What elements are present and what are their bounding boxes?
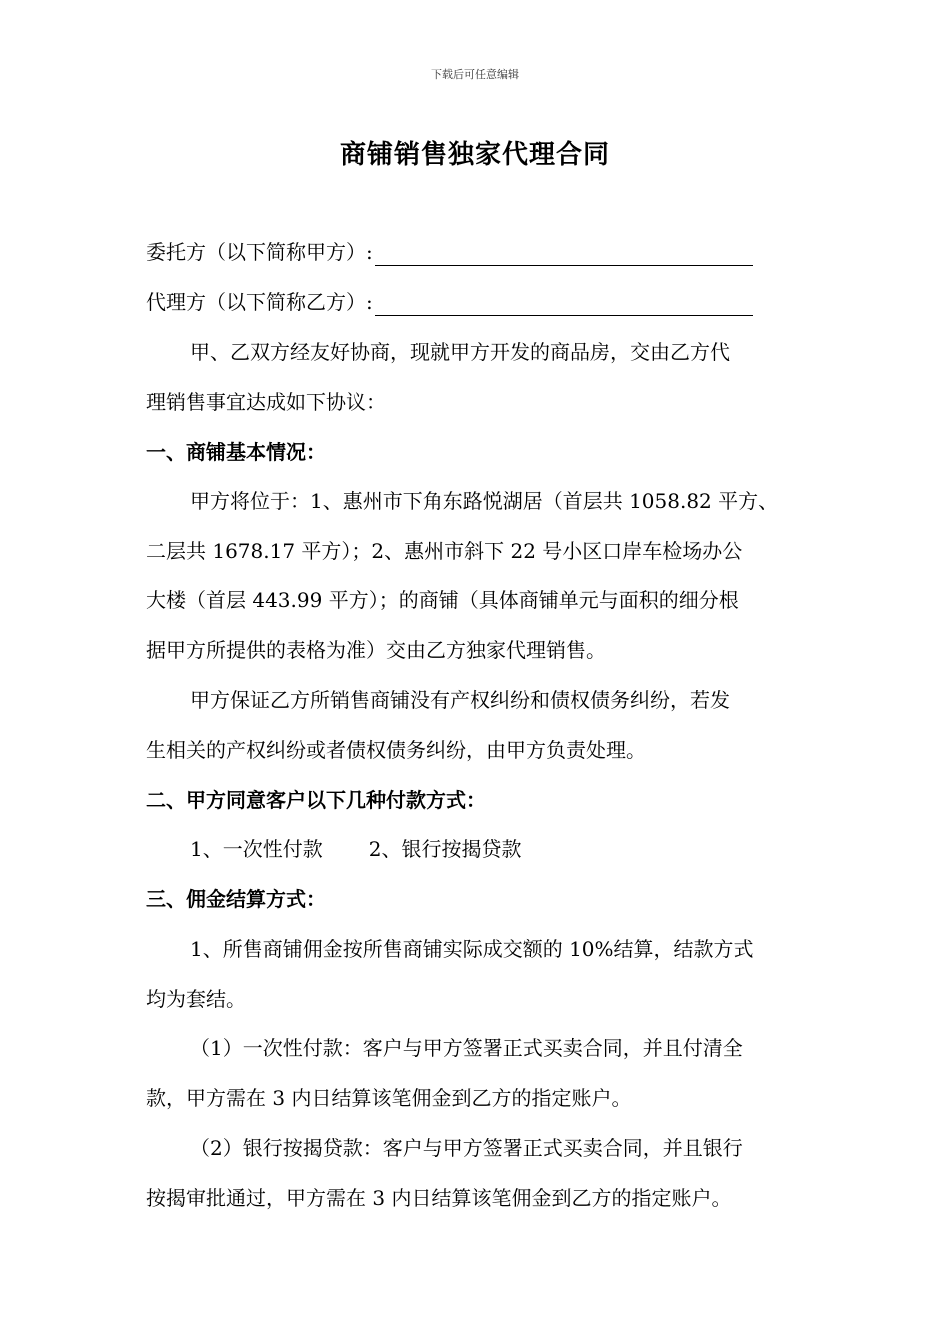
payment-option-2: 2、银行按揭贷款 — [368, 837, 522, 861]
section1-p2-line-2: 生相关的产权纠纷或者债权债务纠纷，由甲方负责处理。 — [146, 738, 646, 762]
section1-p1-line-4: 据甲方所提供的表格为准）交由乙方独家代理销售。 — [146, 638, 606, 662]
header-note: 下载后可任意编辑 — [431, 68, 519, 81]
section2-heading: 二、甲方同意客户以下几种付款方式： — [146, 788, 486, 812]
section3-p3-line-1: （2）银行按揭贷款：客户与甲方签署正式买卖合同，并且银行 — [190, 1136, 743, 1160]
party-b-label: 代理方（以下简称乙方）: — [146, 290, 373, 314]
section3-heading: 三、佣金结算方式： — [146, 887, 326, 911]
party-b-blank — [375, 293, 753, 316]
intro-line-1: 甲、乙双方经友好协商，现就甲方开发的商品房，交由乙方代 — [190, 340, 730, 364]
section3-p1-line-2: 均为套结。 — [146, 987, 246, 1011]
payment-option-1: 1、一次性付款 — [190, 837, 323, 861]
party-b-line — [146, 288, 753, 316]
section2-options — [190, 835, 521, 863]
section1-p1-line-1: 甲方将位于：1、惠州市下角东路悦湖居（首层共 1058.82 平方、 — [190, 489, 779, 513]
section3-p3-line-2: 按揭审批通过，甲方需在 3 内日结算该笔佣金到乙方的指定账户。 — [146, 1186, 732, 1210]
intro-line-2: 理销售事宜达成如下协议： — [146, 390, 386, 414]
section1-p2-line-1: 甲方保证乙方所销售商铺没有产权纠纷和债权债务纠纷，若发 — [190, 688, 730, 712]
party-a-line — [146, 238, 753, 266]
document-title: 商铺销售独家代理合同 — [339, 140, 610, 170]
section1-p1-line-2: 二层共 1678.17 平方）；2、惠州市斜下 22 号小区口岸车检场办公 — [146, 539, 743, 563]
section3-p1-line-1: 1、所售商铺佣金按所售商铺实际成交额的 10%结算，结款方式 — [190, 937, 754, 961]
section1-p1-line-3: 大楼（首层 443.99 平方）；的商铺（具体商铺单元与面积的细分根 — [146, 588, 739, 612]
section3-p2-line-2: 款，甲方需在 3 内日结算该笔佣金到乙方的指定账户。 — [146, 1086, 632, 1110]
section1-heading: 一、商铺基本情况： — [146, 440, 326, 464]
party-a-blank — [375, 243, 753, 266]
section3-p2-line-1: （1）一次性付款：客户与甲方签署正式买卖合同，并且付清全 — [190, 1036, 743, 1060]
party-a-label: 委托方（以下简称甲方）: — [146, 240, 373, 264]
